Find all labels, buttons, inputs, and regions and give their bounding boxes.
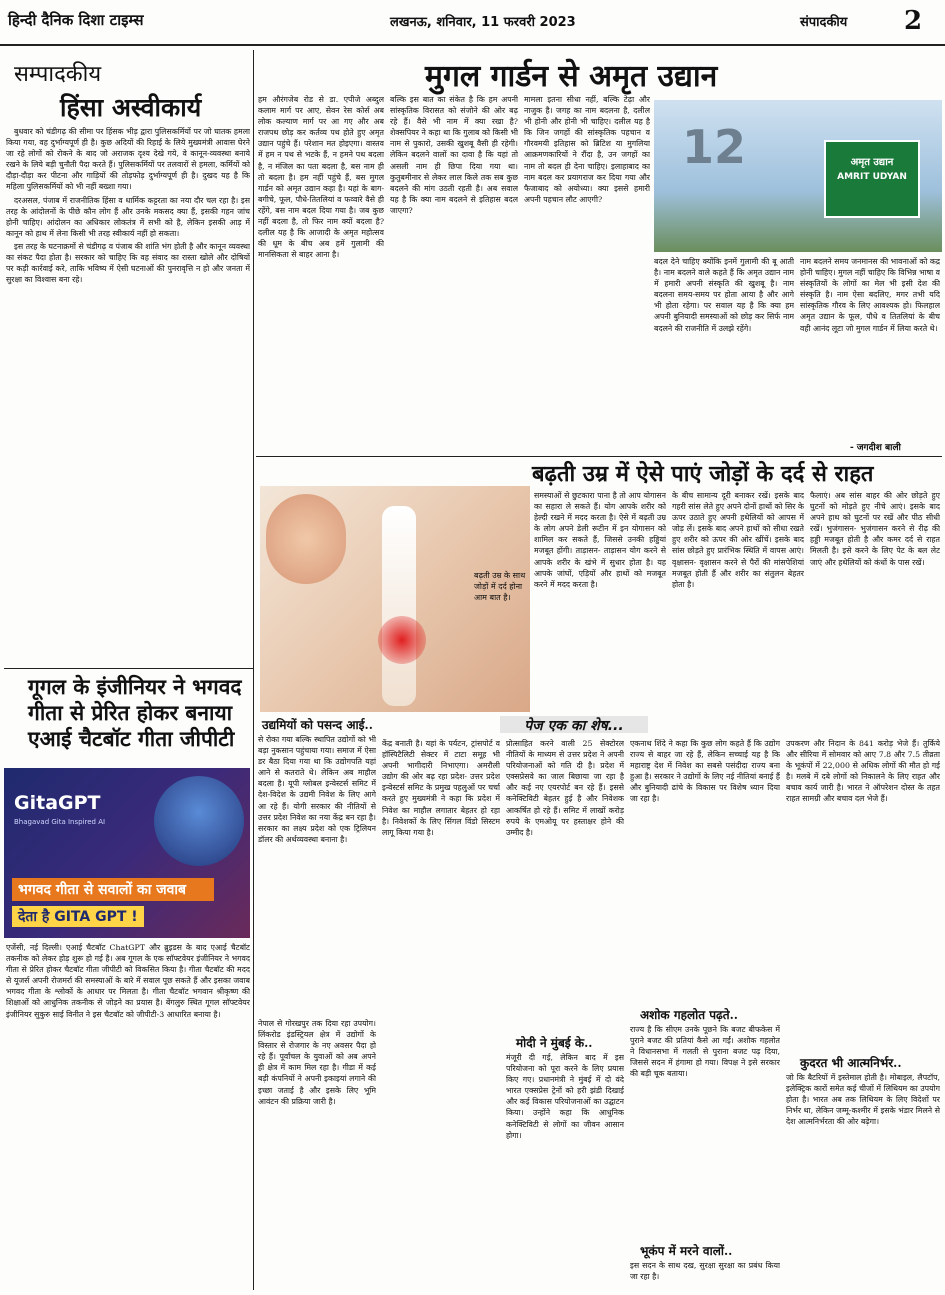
building-number: 12 [682,120,747,174]
back-pain-photo [260,486,530,712]
sign-hindi: अमृत उद्यान [850,157,894,168]
udyami-body: से रोका गया बल्कि स्थापित उद्योगों को भी बड़ा नुकसान पहुंचाया गया। समाज में ऐसा डर बैठा दिया गया था कि उद्योगपति यहां आने से कतराते थे। लेकिन अब माहौल बदला है। यूपी ग्लोबल इन्वेस्टर्स समिट में देश-विदेश के उद्यमी निवेश के लिए आगे आ रहे हैं। योगी सरकार की नीतियों से उत्तर प्रदेश निवेश का नया केंद्र बन रहा है। सरकार का लक्ष्य प्रदेश को एक ट्रिलियन डॉलर की अर्थव्यवस्था बनाना है। [258,735,376,844]
garden-col-1: हम औरंगजेब रोड से डा. एपीजे अब्दुल कलाम मार्ग पर आए, सेवन रेस कोर्स अब लोक कल्याण मार्ग पर आ गए और अब राजपथ छोड़ कर कर्तव्य पथ होते हुए अमृत उद्यान पहुंचे हैं। परेशान मत होइएगा। वास्तव में हम न पथ से भटके हैं, न हमने पथ बदला है, न मंजिल का पता बदला है, बस नाम ही तो बदला है। हम नहीं पहुंचे हैं, बस मुगल गार्डन को अमृत उद्यान कहा है। यहां के बाग-बगीचे, फूल, पौधे-तितलियां व फव्वारे वैसे ही रहेंगे, बस नाम बदल दिया गया है। जब कुछ नहीं बदला है, तो फिर नाम क्यों बदला है? दलील यह है कि आजादी के अमृत महोत्सव की धूम के बीच अब हमें गुलामी की मानसिकता से बाहर आना है। [258,95,384,260]
section-label: संपादकीय [800,15,848,30]
editorial-headline: हिंसा अस्वीकार्य [60,93,202,122]
kudrat-headline: कुदरत भी आत्मनिर्भर.. [800,1056,902,1070]
amrit-udyan-photo [654,100,942,252]
udyami-headline: उद्यमियों को पसन्द आई.. [262,718,373,732]
krishna-illustration [154,776,244,866]
gita-banner-1: भगवद गीता से सवालों का जवाब [12,878,214,901]
kudrat-body: जो कि बैटरियों में इस्तेमाल होती है। मोबाइल, लैपटॉप, इलेक्ट्रिक कारों समेत कई चीजों में लिथियम का उपयोग होता है। भारत अब तक लिथियम के लिए विदेशों पर निर्भर था, लेकिन जम्मू-कश्मीर में इसके भंडार मिलने से देश आत्मनिर्भरता की ओर बढ़ेगा। [786,1073,940,1127]
gita-gpt-image [4,768,250,938]
spine-illustration [382,506,416,706]
joints-headline: बढ़ती उम्र में ऐसे पाएं जोड़ों के दर्द से राहत [532,461,874,487]
garden-col-2: बल्कि इस बात का संकेत है कि हम अपनी सांस्कृतिक विरासत को संजोने की ओर बढ़ रहे हैं। वैसे भी नाम में क्या रखा है? शेक्सपियर ने कहा था कि गुलाब को किसी भी नाम से पुकारो, उसकी खुशबू वैसी ही रहेगी। लेकिन बदलने वालों का दावा है कि यहां तो असली नाम ही छिपा दिया गया था। कुतुबमीनार से लेकर लाल किले तक सब कुछ बदलने की मांग उठती रहती है। अब सवाल यह है कि क्या नाम बदलने से इतिहास बदल जाएगा? [390,95,518,215]
editorial-section-title: सम्पादकीय [14,62,102,87]
masthead [0,0,945,46]
joints-col-2: के बीच सामान्य दूरी बनाकर रखें। इसके बाद गहरी सांस लेते हुए अपने दोनों हाथों को सिर के ऊपर उठाते हुए अपनी हथेलियों को आपस में जोड़ लें। इसके बाद अपने हाथों को सीधा रखते हुए शरीर को ऊपर की ओर खींचें। इसके बाद सांस छोड़ते हुए प्रारंभिक स्थिति में वापस आएं। वृक्षासन- वृक्षासन करने से पैरों की मांसपेशियां मजबूत होती हैं और शरीर का संतुलन बेहतर होता है। [672,491,804,589]
garden-col-5: नाम बदलने समय जनमानस की भावनाओं को कद्र होनी चाहिए। मुगल नहीं चाहिए कि विभिन्न भाषा व संस्कृतियों के लोगों का मेल भी इसी देश की संस्कृति है। नाम ऐसा बदलिए, मगर तभी यदि सांस्कृतिक गौरव के लिए आवश्यक हो। फिलहाल अमृत उद्यान के फूल, पौधे व तितलियां के बीच वही आनंद लूटा जो मुगल गार्डन में लिया करते थे। [800,257,940,333]
continued-banner: पेज एक का शेष... [500,716,648,733]
sign-english: AMRIT UDYAN [837,172,907,182]
gita-body: एजेंसी, नई दिल्ली। एआई चैटबॉट ChatGPT और ब्रुइडस के बाद एआई चैटबॉट तकनीक को लेकर होड़ शुरू हो गई है। अब गूगल के एक सॉफ्टवेयर इंजीनियर ने भगवद गीता से प्रेरित होकर चैटबॉट गीता जीपीटी को विकसित किया है। गीता चैटबॉट की मदद से यूजर्स अपनी रोजमर्रा की समस्याओं के बारे में सवाल पूछ सकते हैं और इसका जवाब भगवद गीता के श्लोकों के आधार पर मिलता है। गीता चैटबॉट भगवान श्रीकृष्ण की शिक्षाओं को आधुनिक तकनीक से जोड़ने का प्रयास है। बेंगलुरु स्थित गूगल सॉफ्टवेयर इंजीनियर सुकुरु साई विनीत ने इस चैटबॉट को जीपीटी-3 आधारित बनाया है। [6,943,250,1019]
garden-headline: मुगल गार्डन से अमृत उद्यान [425,59,718,94]
back-pain-caption: बढ़ती उम्र के साथ जोड़ों में दर्द होना आम बात है। [474,571,526,602]
page-number: 2 [904,6,923,36]
gita-subtitle: Bhagavad Gita Inspired AI [14,818,106,826]
column-divider [253,50,254,1290]
joints-col-1: समस्याओं से छुटकारा पाना है तो आप योगासन का सहारा ले सकते हैं। योग आपके शरीर को हेल्दी रखने में मदद करता है। ऐसे में बढ़ती उम्र के लोग अपने डेली रूटीन में इन योगासन को शामिल कर सकते हैं, जिससे उनकी हड्डियां मजबूत होंगी। ताड़ासन- ताड़ासन योग करने से आपके शरीर के खंभे में सुधार होता है। यह आपके जांघों, एड़ियों और हाथों को मजबूत करने में मदद करता है। [534,491,666,589]
dateline: लखनऊ, शनिवार, 11 फरवरी 2023 [390,15,576,30]
garden-byline: - जगदीश बाली [850,443,901,453]
gorakhpur-body: नेपाल से गोरखपुर तक दिया रहा उपयोग। लिंकरोड इंडस्ट्रियल क्षेत्र में उद्योगों के विस्तार से रोजगार के नए अवसर पैदा हो रहे हैं। पूर्वांचल के युवाओं को अब अपने ही क्षेत्र में काम मिल रहा है। गीडा में कई बड़ी कंपनियों ने अपनी इकाइयां लगाने की इच्छा जताई है और इसके लिए भूमि आवंटन की प्रक्रिया जारी है। [258,1019,376,1106]
knee-illustration [266,494,346,584]
editorial-paragraph: इस तरह के घटनाक्रमों से चंडीगढ़ व पंजाब की शांति भंग होती है और कानून व्यवस्था का संकट पैदा होता है। सरकार को चाहिए कि वह संवाद का रास्ता खोले और दोषियों पर कड़ी कार्रवाई करे, ताकि भविष्य में ऐसी घटनाओं की पुनरावृत्ति न हो और जनता में सुरक्षा का विश्वास बना रहे। [6,241,250,285]
editorial-paragraph: बुधवार को चंडीगढ़ की सीमा पर हिंसक भीड़ द्वारा पुलिसकर्मियों पर जो घातक हमला किया गया, वह दुर्भाग्यपूर्ण ही है। कुछ अदियों की रिहाई के लिये मुख्यमंत्री आवास घेरने जा रहे लोगों को रोकने के बाद जो अराजक दृश्य देखे गये, वे कानून-व्यवस्था बनाये रखने के लिये बड़ी चुनौती पैदा करते हैं। पुलिसकर्मियों पर तलवारों से हमला, कर्मियों को दौड़ा-दौड़ा कर पीटना और गाड़ियों की तोड़फोड़ दुर्भाग्यपूर्ण ही है। दुखद यह है कि महिला पुलिसकर्मियों को भी नहीं बख्शा गया। [6,127,250,192]
garden-col-3: मामला इतना सीधा नहीं, बल्कि टेढ़ा और नाजुक है। जगह का नाम बदलना है, दलील भी होनी और होनी भी चाहिए। दलील यह है कि जिन जगहों की सांस्कृतिक पहचान व गौरवमयी इतिहास को ब्रिटिश या मुगलिया आक्रमणकारियों ने रौंदा है, उन जगहों का नाम तो बदल ही देना चाहिए। इलाहाबाद का नाम बदल कर प्रयागराज कर दिया गया और फैजाबाद को अयोध्या। क्या इससे हमारी अपनी पहचान लौट आएगी? [524,95,650,204]
pain-highlight [378,616,426,664]
editorial-paragraph: दरअसल, पंजाब में राजनीतिक हिंसा व धार्मिक कट्टरता का नया दौर चल रहा है। इस तरह के आंदोलनों के पीछे कौन लोग हैं और उनके मकसद क्या हैं, इसकी गहन जांच होनी चाहिए। आंदोलन का अधिकार लोकतंत्र में सभी को है, लेकिन इसकी आड़ में कानून को हाथ में लेना किसी भी तरह स्वीकार्य नहीं हो सकता। [6,195,250,238]
editorial-body [6,126,250,666]
continued-col-4: उपकरण और निदान के 841 करोड़ भेजे हैं। तुर्किये और सीरिया में सोमवार को आए 7.8 और 7.5 तीव्रता के भूकंपों में 22,000 से अधिक लोगों की मौत हो गई है। मलबे में दबे लोगों को निकालने के लिए राहत और बचाव कार्य जारी है। भारत ने ऑपरेशन दोस्त के तहत राहत सामग्री और बचाव दल भेजे हैं। [786,739,940,804]
ashok-body: राज्य है कि सीएम उनके पूछने कि बजट बीफकेस में पुराने बजट की प्रतियां कैसे आ गईं। अशोक गहलोत ने विधानसभा में गलती से पुराना बजट पढ़ दिया, जिससे सदन में हंगामा हो गया। विपक्ष ने इसे सरकार की बड़ी चूक बताया। [630,1025,780,1079]
amrit-udyan-sign [824,140,920,218]
continued-col-2: प्रोत्साहित करने वाली 25 सेक्टोरल नीतियों के माध्यम से उत्तर प्रदेश ने अपनी परियोजनाओं को गति दी है। प्रदेश में एक्सप्रेसवे का जाल बिछाया जा रहा है और कई नए एयरपोर्ट बन रहे हैं। इससे कनेक्टिविटी बेहतर हुई है और निवेशक आकर्षित हो रहे हैं। समिट में लाखों करोड़ रुपये के एमओयू पर हस्ताक्षर होने की उम्मीद है। [506,739,624,837]
ashok-headline: अशोक गहलोत पढ़ते.. [640,1008,738,1022]
gita-banner-2: देता है GITA GPT ! [12,906,144,927]
paper-name: हिन्दी दैनिक दिशा टाइम्स [8,11,144,29]
section-divider [4,668,253,669]
joints-col-3: फैलाएं। अब सांस बाहर की ओर छोड़ते हुए घुटनों को मोड़ते हुए नीचे आएं। इसके बाद अपने हाथ को घुटनों पर रखें और पीठ सीधी रखें। भुजंगासन- भुजंगासन करने से रीढ़ की हड्डी मजबूत होती है और कमर दर्द से राहत मिलती है। इसे करने के लिए पेट के बल लेट जाएं और हथेलियों को कंधों के पास रखें। [810,491,940,567]
modi-body: मंजूरी दी गई, लेकिन बाद में इस परियोजना को पूरा करने के लिए प्रयास किए गए। प्रधानमंत्री ने मुंबई में दो वंदे भारत एक्सप्रेस ट्रेनों को हरी झंडी दिखाई और कई विकास परियोजनाओं का उद्घाटन किया। उन्होंने कहा कि आधुनिक कनेक्टिविटी से लोगों का जीवन आसान होगा। [506,1053,624,1140]
quake-body: इस सदन के साथ दख, सुरक्षा सुरक्षा का प्रबंध किया जा रहा है। [630,1261,780,1282]
continued-col-3: एकनाथ शिंदे ने कहा कि कुछ लोग कहते हैं कि उद्योग राज्य से बाहर जा रहे हैं, लेकिन सच्चाई यह है कि महाराष्ट्र देश में निवेश का सबसे पसंदीदा राज्य बना हुआ है। सरकार ने उद्योगों के लिए नई नीतियां बनाई हैं और बुनियादी ढांचे के विकास पर विशेष ध्यान दिया जा रहा है। [630,739,780,804]
continued-col-1: केंद्र बनाती है। यहां के पर्यटन, ट्रांसपोर्ट व हॉस्पिटैलिटी सेक्टर में टाटा समूह भी अपनी भागीदारी निभाएगा। अमरौली उद्योग की ओर बढ़ रहा प्रदेश- उत्तर प्रदेश इन्वेस्टर्स समिट के प्रमुख पहलुओं पर चर्चा करते हुए मुख्यमंत्री ने कहा कि प्रदेश में निवेश का माहौल लगातार बेहतर हो रहा है। निवेशकों के लिए सिंगल विंडो सिस्टम लागू किया गया है। [382,739,500,837]
garden-col-4: बदल देने चाहिए क्योंकि इनमें गुलामी की बू आती है। नाम बदलने वाले कहते हैं कि अमृत उद्यान नाम में हमारी अपनी संस्कृति की खुशबू है। नाम बदलना समय-समय पर होता आया है और आगे भी होता रहेगा। पर सवाल यह है कि क्या हम अपनी बुनियादी समस्याओं को छोड़ कर सिर्फ नाम बदलने की राजनीति में उलझे रहेंगे। [654,257,794,333]
gita-headline: गूगल के इंजीनियर ने भगवद गीता से प्रेरित होकर बनाया एआई चैटबॉट गीता जीपीटी [28,674,242,751]
quake-headline: भूकंप में मरने वालों.. [640,1244,733,1258]
section-divider [256,456,942,457]
gita-logo: GitaGPT [14,792,101,814]
modi-headline: मोदी ने मुंबई के.. [516,1036,593,1050]
